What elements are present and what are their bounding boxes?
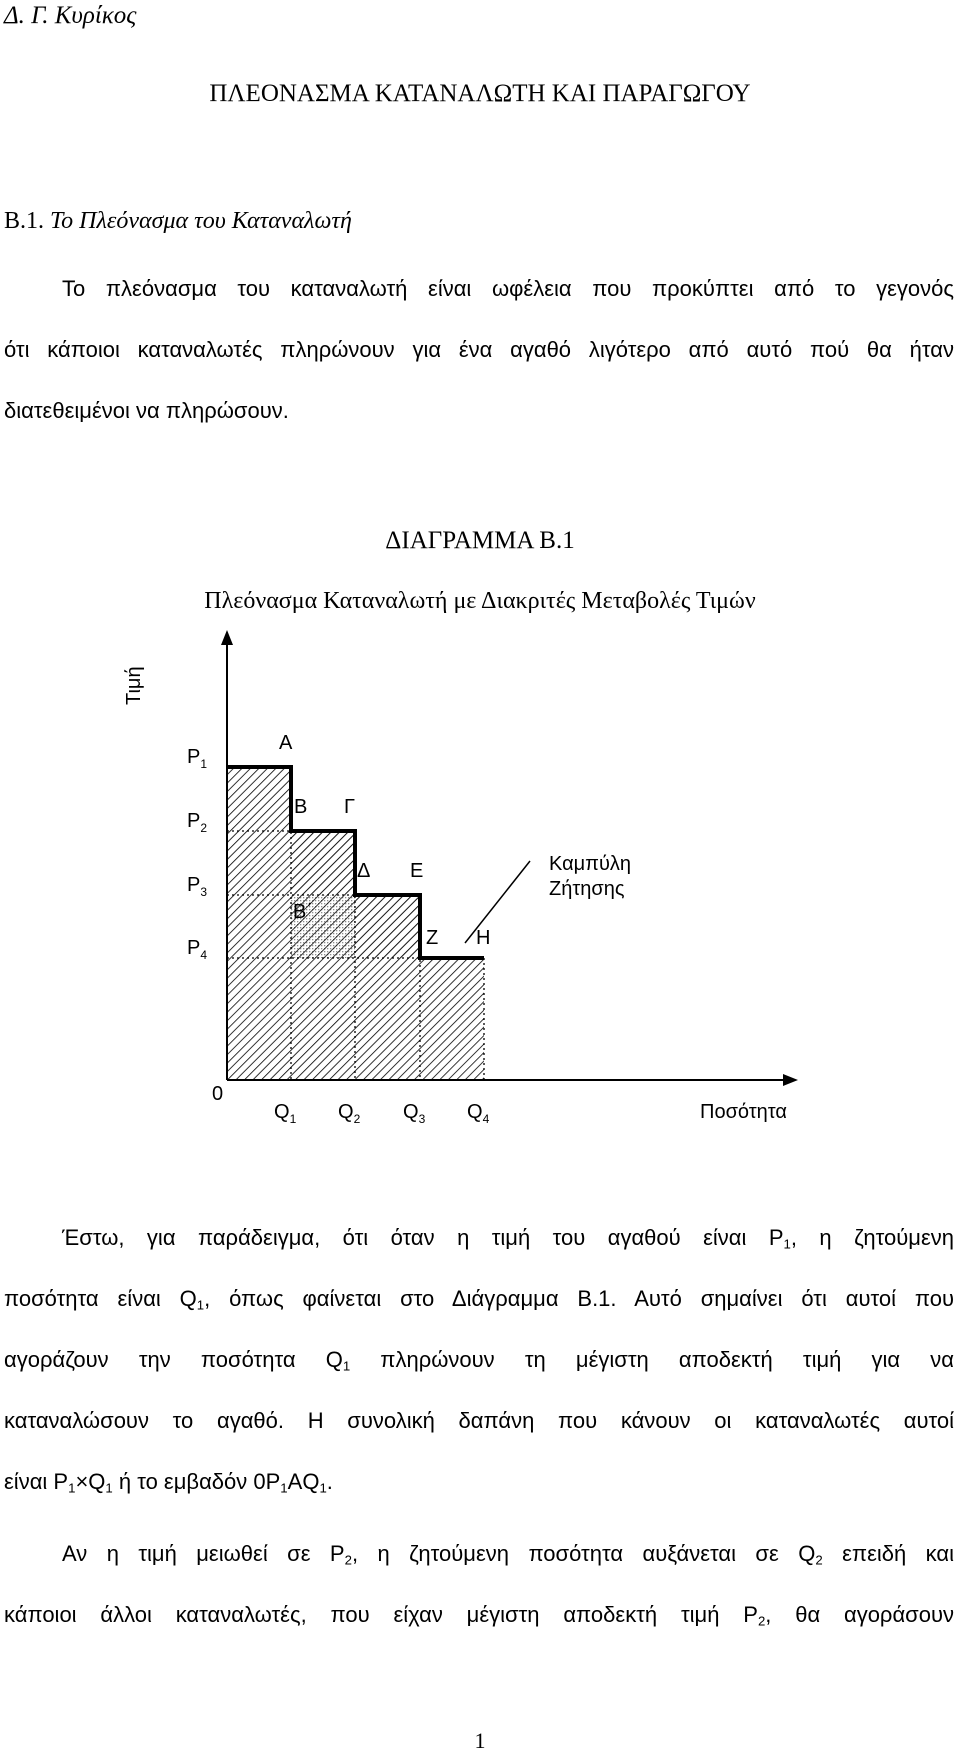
intro-line-3: διατεθειμένοι να πληρώσουν. <box>4 398 289 423</box>
price-label-1: $P_1$ <box>187 746 208 771</box>
author-name: Δ. Γ. Κυρίκος <box>4 2 137 29</box>
diagram-label: ΔΙΑΓΡΑΜΜΑ Β.1 <box>385 527 575 554</box>
point-h: Η <box>476 927 491 949</box>
quantity-label-3: $Q_3$ <box>403 1101 426 1126</box>
surplus-block-1 <box>291 831 355 895</box>
diagram-title: Πλεόνασμα Καταναλωτή με Διακριτές Μεταβολές Τιμών <box>204 588 756 614</box>
paragraph-1-line-4: καταναλώσουν το αγαθό. Η συνολική δαπάνη που κάνουν οι καταναλωτές αυτοί <box>4 1408 954 1433</box>
price-label-3: $P_3$ <box>187 874 208 899</box>
price-label-2: $P_2$ <box>187 810 208 835</box>
section-title: Το Πλεόνασμα του Καταναλωτή <box>50 208 352 234</box>
curve-label-line-1: Καμπύλη <box>549 853 632 875</box>
paragraph-2-line-2: κάποιοι άλλοι καταναλωτές, που είχαν μέγιστη αποδεκτή τιμή $P_2$, θα αγοράσουν <box>4 1602 955 1629</box>
origin-label: 0 <box>212 1083 224 1105</box>
intro-line-2: ότι κάποιοι καταναλωτές πληρώνουν για ένα αγαθό λιγότερο από αυτό πού θα ήταν <box>4 337 954 362</box>
surplus-block-2 <box>355 895 420 958</box>
paragraph-2-line-1: Αν η τιμή μειωθεί σε $P_2$, η ζητούμενη ποσότητα αυξάνεται σε $Q_2$ επειδή και <box>62 1541 954 1568</box>
page-number: 1 <box>474 1728 486 1753</box>
point-a: Α <box>279 732 293 754</box>
price-label-4: $P_4$ <box>187 937 208 962</box>
y-axis-label: Τιμή <box>123 666 145 705</box>
paragraph-1-line-2: ποσότητα είναι $Q_1$, όπως φαίνεται στο Διάγραμμα Β.1. Αυτό σημαίνει ότι αυτοί που <box>4 1286 954 1313</box>
quantity-label-4: $Q_4$ <box>467 1101 490 1126</box>
paragraph-1-line-5: είναι $P_1\times Q_1$ ή το εμβαδόν $0P_1AQ_1$. <box>4 1469 333 1496</box>
quantity-label-1: $Q_1$ <box>274 1101 297 1126</box>
document-title: ΠΛΕΟΝΑΣΜΑ ΚΑΤΑΝΑΛΩΤΗ ΚΑΙ ΠΑΡΑΓΩΓΟΥ <box>209 80 751 107</box>
point-e: Ε <box>410 860 424 882</box>
curve-label-line-2: Ζήτησης <box>549 878 625 900</box>
point-d: Δ <box>357 860 371 882</box>
section-heading <box>4 208 352 235</box>
x-axis-arrow <box>783 1074 798 1086</box>
y-axis-arrow <box>221 630 233 645</box>
consumer-surplus-diagram <box>0 630 960 1150</box>
paragraph-1-line-3: αγοράζουν την ποσότητα $Q_1$ πληρώνουν τη μέγιστη αποδεκτή τιμή για να <box>4 1347 955 1374</box>
point-g: Γ <box>344 796 356 818</box>
point-b-prime: Β΄ <box>293 901 313 923</box>
curve-pointer-line <box>465 861 530 943</box>
section-number: Β.1. <box>4 208 45 234</box>
point-b: Β <box>294 796 308 818</box>
intro-line-1: Το πλεόνασμα του καταναλωτή είναι ωφέλεια που προκύπτει από το γεγονός <box>62 276 954 301</box>
quantity-label-2: $Q_2$ <box>338 1101 361 1126</box>
x-axis-label: Ποσότητα <box>700 1101 787 1123</box>
point-z: Ζ <box>426 927 439 949</box>
paragraph-1-line-1: Έστω, για παράδειγμα, ότι όταν η τιμή του αγαθού είναι $P_1$, η ζητούμενη <box>62 1225 954 1252</box>
